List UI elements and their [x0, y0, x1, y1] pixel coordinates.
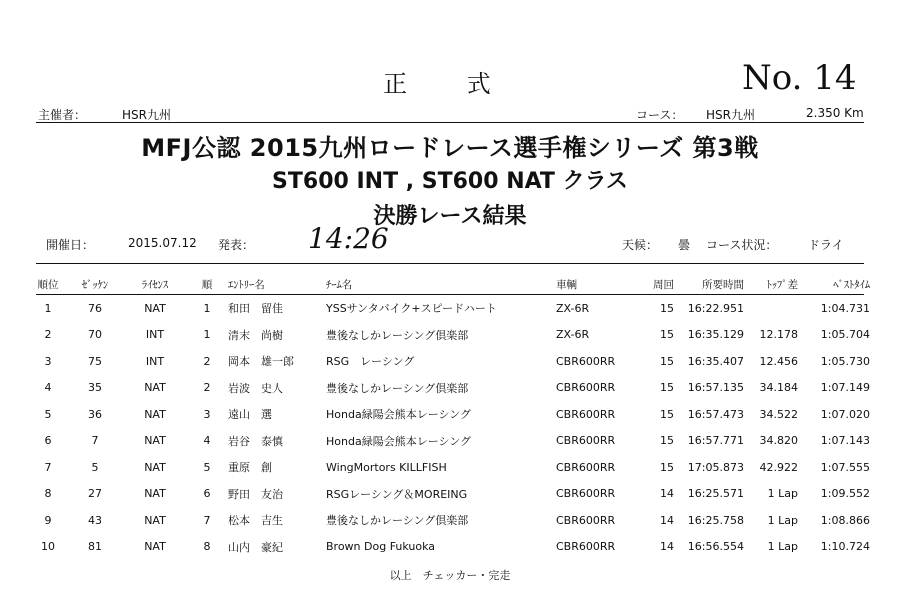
- cell-vehicle: CBR600RR: [556, 460, 616, 474]
- cell-laps: 15: [660, 460, 674, 474]
- table-row: [30, 454, 870, 481]
- cell-position: 7: [44, 460, 52, 474]
- cell-entrant: 岩波 史人: [228, 381, 283, 395]
- organizer-value: HSR九州: [122, 108, 171, 122]
- cell-best-time: 1:08.866: [820, 513, 870, 527]
- cell-gap: 34.820: [759, 434, 798, 448]
- cell-gap: 1 Lap: [767, 540, 798, 554]
- cell-number: 81: [88, 540, 102, 554]
- course-value: HSR九州: [706, 108, 755, 122]
- cell-entrant: 山内 豪紀: [228, 540, 283, 554]
- cell-vehicle: CBR600RR: [556, 540, 616, 554]
- cell-class-position: 8: [203, 540, 211, 554]
- course-label: コース：: [636, 108, 684, 122]
- col-header-best-time: ﾍﾞｽﾄﾀｲﾑ: [833, 278, 870, 291]
- cell-vehicle: ZX-6R: [556, 301, 590, 315]
- class-title: ST600 INT , ST600 NAT クラス: [272, 169, 628, 194]
- cell-entrant: 松本 吉生: [228, 514, 283, 528]
- cell-laps: 14: [660, 540, 674, 554]
- col-header-entrant: ｴﾝﾄﾘｰ名: [228, 278, 265, 291]
- cell-class-position: 7: [203, 513, 211, 527]
- cell-team: Brown Dog Fukuoka: [326, 540, 436, 554]
- divider-middle: [36, 263, 864, 264]
- results-table: [30, 275, 870, 560]
- cell-class-position: 5: [203, 460, 211, 474]
- cell-laps: 14: [660, 487, 674, 501]
- cell-entrant: 重原 創: [228, 461, 272, 475]
- document-number: No. 14: [742, 58, 857, 98]
- table-row: [30, 322, 870, 349]
- table-row: [30, 534, 870, 561]
- cell-vehicle: CBR600RR: [556, 407, 616, 421]
- col-header-vehicle: 車輌: [556, 278, 577, 291]
- cell-best-time: 1:10.724: [820, 540, 870, 554]
- cell-license: INT: [145, 328, 165, 342]
- cell-best-time: 1:09.552: [820, 487, 870, 501]
- cell-best-time: 1:07.149: [820, 381, 870, 395]
- cell-laps: 15: [660, 354, 674, 368]
- cell-best-time: 1:05.730: [820, 354, 870, 368]
- cell-license: NAT: [144, 301, 166, 315]
- date-value: 2015.07.12: [128, 236, 197, 250]
- course-status-label: コース状況：: [706, 238, 778, 252]
- cell-total-time: 16:56.554: [687, 540, 744, 554]
- divider-table-header: [36, 294, 864, 295]
- cell-position: 5: [44, 407, 52, 421]
- cell-class-position: 6: [203, 487, 211, 501]
- cell-vehicle: ZX-6R: [556, 328, 590, 342]
- cell-license: INT: [145, 354, 165, 368]
- cell-total-time: 17:05.873: [687, 460, 744, 474]
- cell-gap: 1 Lap: [767, 513, 798, 527]
- cell-best-time: 1:07.020: [820, 407, 870, 421]
- cell-number: 75: [88, 354, 102, 368]
- cell-number: 7: [91, 434, 99, 448]
- cell-number: 27: [88, 487, 102, 501]
- col-header-position: 順位: [37, 278, 59, 291]
- cell-total-time: 16:57.771: [687, 434, 744, 448]
- cell-gap: 12.178: [759, 328, 798, 342]
- course-distance: 2.350 Km: [806, 106, 864, 120]
- cell-team: Honda緑陽会熊本レーシング: [326, 434, 471, 448]
- cell-team: Honda緑陽会熊本レーシング: [326, 408, 471, 422]
- cell-license: NAT: [144, 407, 166, 421]
- cell-entrant: 野田 友治: [228, 487, 283, 501]
- footer-note: 以上 チェッカー・完走: [389, 569, 511, 582]
- col-header-license: ﾗｲｾﾝｽ: [141, 278, 169, 291]
- cell-best-time: 1:07.143: [820, 434, 870, 448]
- announce-label: 発表：: [218, 238, 255, 252]
- cell-best-time: 1:04.731: [820, 301, 870, 315]
- weather-label: 天候：: [622, 238, 659, 252]
- cell-vehicle: CBR600RR: [556, 487, 616, 501]
- cell-position: 9: [44, 513, 52, 527]
- cell-class-position: 1: [203, 328, 211, 342]
- cell-position: 2: [44, 328, 52, 342]
- cell-number: 36: [88, 407, 102, 421]
- cell-number: 43: [88, 513, 102, 527]
- col-header-class-position: 順: [201, 278, 213, 291]
- col-header-laps: 周回: [653, 278, 674, 291]
- cell-vehicle: CBR600RR: [556, 513, 616, 527]
- cell-total-time: 16:57.135: [687, 381, 744, 395]
- cell-position: 1: [44, 301, 52, 315]
- cell-gap: 42.922: [759, 460, 798, 474]
- cell-total-time: 16:35.129: [687, 328, 744, 342]
- table-row: [30, 348, 870, 375]
- cell-laps: 15: [660, 381, 674, 395]
- cell-vehicle: CBR600RR: [556, 354, 616, 368]
- cell-number: 35: [88, 381, 102, 395]
- cell-license: NAT: [144, 434, 166, 448]
- weather-value: 曇: [678, 238, 691, 252]
- table-header-row: [30, 275, 870, 293]
- cell-team: 豊後なしかレーシング倶楽部: [326, 514, 469, 528]
- table-row: [30, 401, 870, 428]
- cell-entrant: 岡本 雄一郎: [228, 355, 294, 369]
- cell-gap: 34.522: [759, 407, 798, 421]
- cell-position: 3: [44, 354, 52, 368]
- cell-laps: 15: [660, 328, 674, 342]
- cell-position: 8: [44, 487, 52, 501]
- table-row: [30, 507, 870, 534]
- cell-class-position: 4: [203, 434, 211, 448]
- cell-laps: 15: [660, 434, 674, 448]
- cell-position: 4: [44, 381, 52, 395]
- col-header-number: ｾﾞｯｹﾝ: [81, 278, 109, 291]
- table-row: [30, 293, 870, 322]
- cell-best-time: 1:07.555: [820, 460, 870, 474]
- cell-number: 5: [91, 460, 99, 474]
- cell-team: 豊後なしかレーシング倶楽部: [326, 381, 469, 395]
- divider-top: [36, 122, 864, 123]
- cell-total-time: 16:22.951: [687, 301, 744, 315]
- cell-team: YSSサンタバイク+スピードハート: [326, 302, 497, 316]
- cell-laps: 15: [660, 407, 674, 421]
- organizer-label: 主催者：: [38, 108, 87, 122]
- table-row: [30, 481, 870, 508]
- cell-gap: [744, 293, 798, 322]
- cell-team: RSGレーシング＆MOREING: [326, 487, 468, 501]
- col-header-total-time: 所要時間: [702, 278, 744, 291]
- cell-entrant: 岩谷 泰慎: [228, 434, 283, 448]
- cell-vehicle: CBR600RR: [556, 381, 616, 395]
- official-stamp-text: 正 式: [383, 70, 517, 98]
- col-header-team: ﾁｰﾑ名: [326, 278, 353, 291]
- event-title: MFJ公認 2015九州ロードレース選手権シリーズ 第3戦: [141, 134, 759, 162]
- cell-vehicle: CBR600RR: [556, 434, 616, 448]
- cell-entrant: 遠山 選: [228, 408, 272, 422]
- col-header-gap: ﾄｯﾌﾟ差: [766, 278, 798, 291]
- cell-license: NAT: [144, 381, 166, 395]
- cell-laps: 15: [660, 301, 674, 315]
- cell-class-position: 1: [203, 301, 211, 315]
- cell-license: NAT: [144, 540, 166, 554]
- cell-team: WingMortors KILLFISH: [326, 460, 447, 474]
- cell-laps: 14: [660, 513, 674, 527]
- cell-number: 76: [88, 301, 102, 315]
- cell-team: 豊後なしかレーシング倶楽部: [326, 328, 469, 342]
- cell-total-time: 16:57.473: [687, 407, 744, 421]
- cell-entrant: 和田 留佳: [228, 302, 283, 316]
- cell-class-position: 3: [203, 407, 211, 421]
- cell-license: NAT: [144, 487, 166, 501]
- cell-class-position: 2: [203, 381, 211, 395]
- cell-total-time: 16:25.758: [687, 513, 744, 527]
- cell-gap: 1 Lap: [767, 487, 798, 501]
- cell-number: 70: [88, 328, 102, 342]
- cell-total-time: 16:35.407: [687, 354, 744, 368]
- cell-team: RSG レーシング: [326, 355, 415, 369]
- cell-position: 6: [44, 434, 52, 448]
- cell-total-time: 16:25.571: [687, 487, 744, 501]
- cell-class-position: 2: [203, 354, 211, 368]
- table-row: [30, 375, 870, 402]
- announce-time-handwritten: 14:26: [308, 222, 389, 255]
- course-status-value: ドライ: [808, 238, 844, 252]
- cell-entrant: 清末 尚樹: [228, 328, 283, 342]
- cell-best-time: 1:05.704: [820, 328, 870, 342]
- cell-position: 10: [41, 540, 55, 554]
- cell-license: NAT: [144, 460, 166, 474]
- cell-gap: 12.456: [759, 354, 798, 368]
- cell-gap: 34.184: [759, 381, 798, 395]
- result-title: 決勝レース結果: [373, 204, 527, 229]
- cell-license: NAT: [144, 513, 166, 527]
- date-label: 開催日：: [46, 238, 95, 252]
- table-row: [30, 428, 870, 455]
